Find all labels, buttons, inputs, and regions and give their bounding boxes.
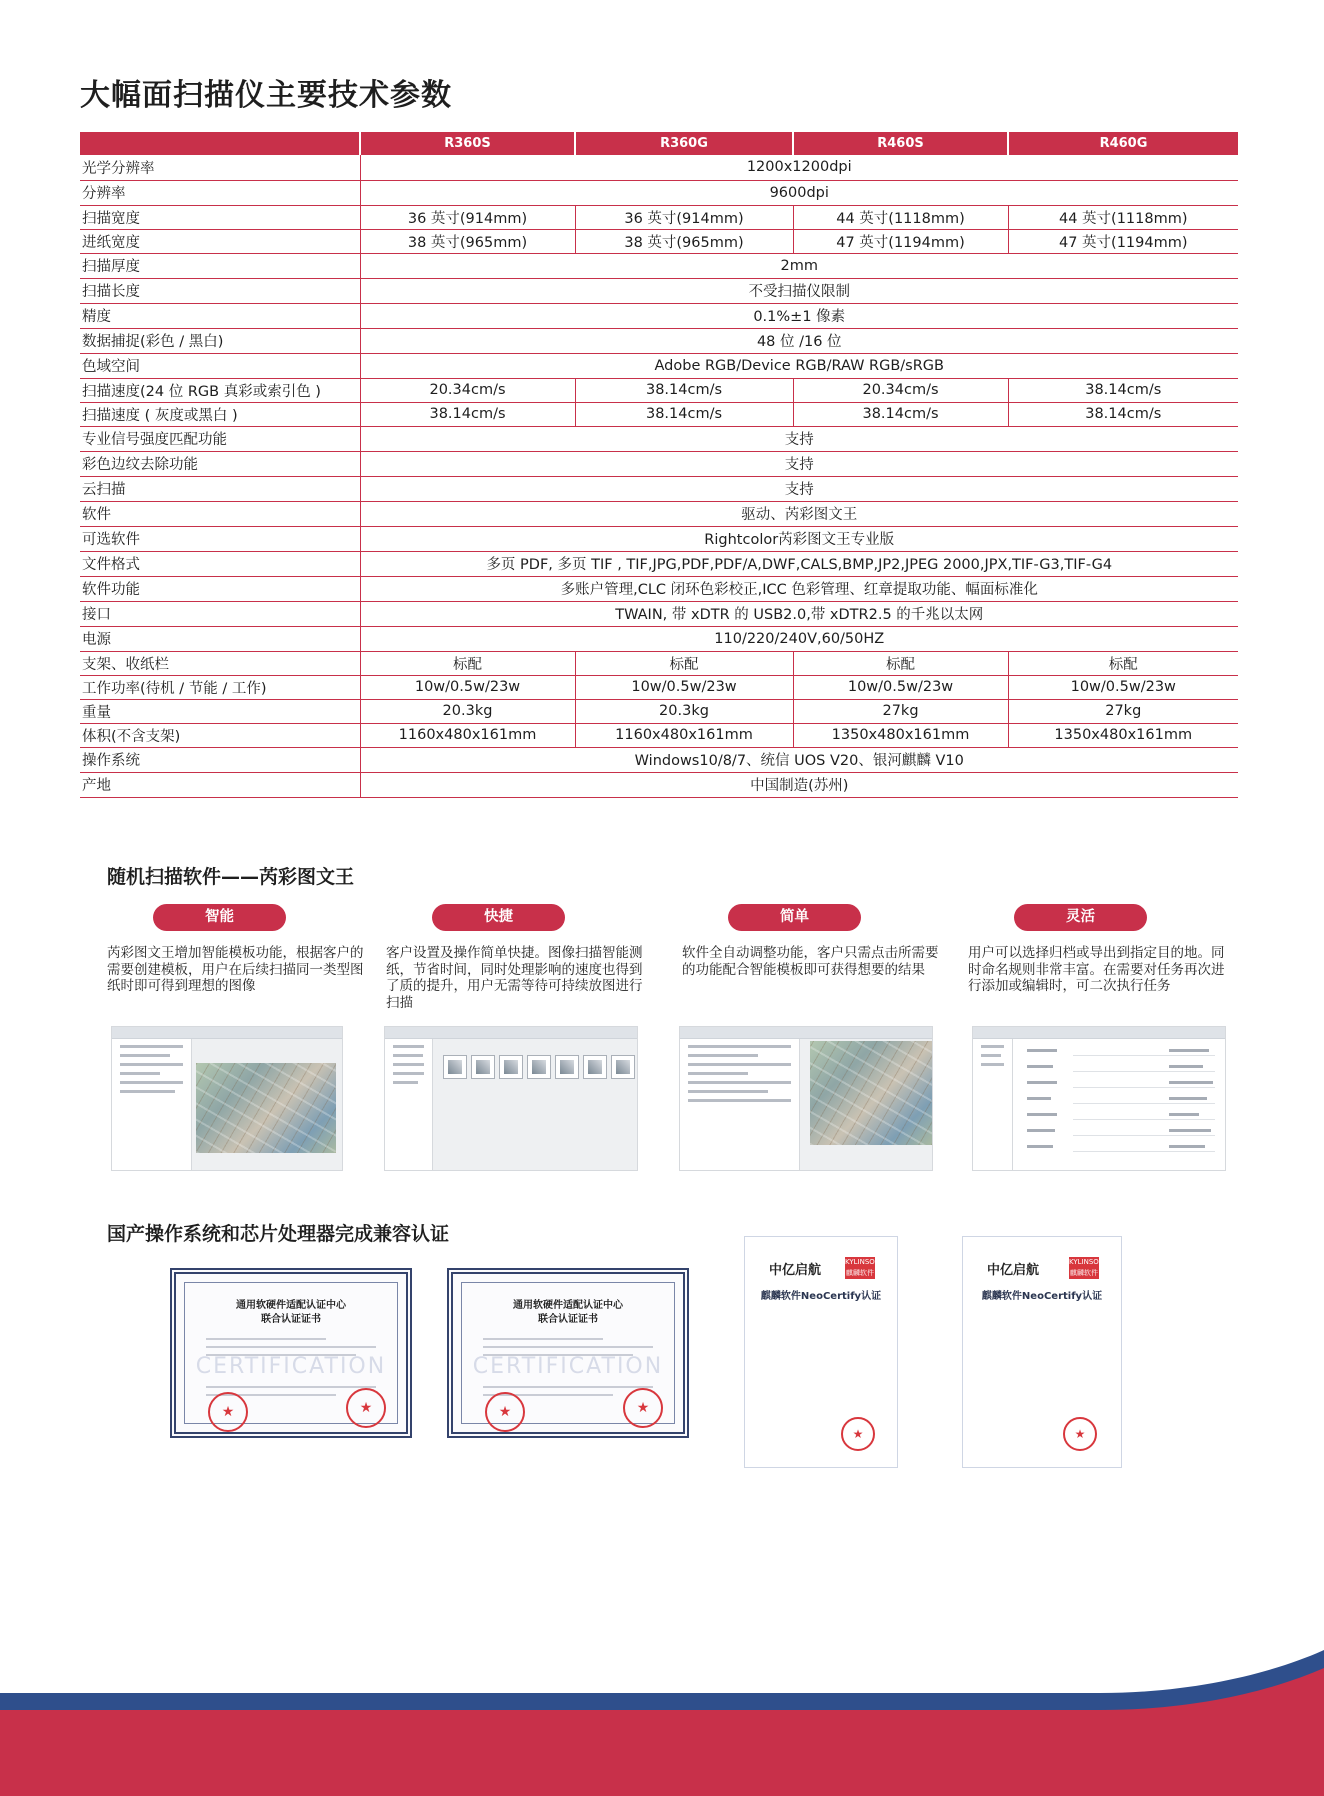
spec-row — [80, 155, 1238, 180]
spec-row — [80, 451, 1238, 476]
feature-simple — [682, 904, 942, 978]
spec-row — [80, 576, 1238, 601]
seal-icon: ★ — [485, 1392, 525, 1432]
spec-row — [80, 328, 1238, 353]
spec-value: 1350x480x161mm — [793, 723, 1008, 747]
cert-title: 麒麟软件NeoCertify认证 — [981, 1291, 1103, 1302]
certificate-d — [962, 1236, 1122, 1468]
spec-value: 10w/0.5w/23w — [575, 675, 793, 699]
spec-row — [80, 303, 1238, 328]
spec-header-row — [80, 132, 1238, 155]
spec-label: 文件格式 — [80, 551, 360, 576]
spec-row — [80, 772, 1238, 797]
spec-header-blank — [80, 132, 360, 155]
spec-value: TWAIN, 带 xDTR 的 USB2.0,带 xDTR2.5 的千兆以太网 — [360, 601, 1238, 626]
spec-value: 38.14cm/s — [1008, 378, 1238, 402]
certificate-b — [447, 1268, 689, 1438]
spec-value: 支持 — [360, 476, 1238, 501]
software-section-title: 随机扫描软件——芮彩图文王 — [107, 866, 355, 888]
spec-row — [80, 526, 1238, 551]
spec-row — [80, 551, 1238, 576]
spec-value: 1160x480x161mm — [360, 723, 575, 747]
spec-value: 9600dpi — [360, 180, 1238, 205]
spec-value: 36 英寸(914mm) — [575, 205, 793, 229]
cert-brand: 中亿启航 — [769, 1263, 822, 1278]
spec-label: 扫描厚度 — [80, 253, 360, 278]
spec-label: 扫描速度(24 位 RGB 真彩或索引色 ) — [80, 378, 360, 402]
spec-value: 0.1%±1 像素 — [360, 303, 1238, 328]
spec-value: 110/220/240V,60/50HZ — [360, 626, 1238, 651]
software-screenshot — [972, 1026, 1226, 1171]
feature-description: 软件全自动调整功能，客户只需点击所需要的功能配合智能模板即可获得想要的结果 — [682, 945, 939, 978]
cert-title: 通用软硬件适配认证中心 — [236, 1300, 346, 1311]
spec-row — [80, 278, 1238, 303]
spec-label: 接口 — [80, 601, 360, 626]
spec-row — [80, 180, 1238, 205]
spec-row — [80, 253, 1238, 278]
seal-icon: ★ — [623, 1388, 663, 1428]
spec-row — [80, 699, 1238, 723]
spec-row — [80, 651, 1238, 675]
cert-title: 麒麟软件NeoCertify认证 — [760, 1291, 882, 1302]
spec-label: 软件 — [80, 501, 360, 526]
model-header: R460S — [793, 132, 1008, 155]
spec-row — [80, 747, 1238, 772]
spec-value: Adobe RGB/Device RGB/RAW RGB/sRGB — [360, 353, 1238, 378]
seal-icon: ★ — [208, 1392, 248, 1432]
spec-label: 扫描速度 ( 灰度或黑白 ) — [80, 402, 360, 426]
spec-value: 44 英寸(1118mm) — [793, 205, 1008, 229]
feature-tag: 灵活 — [1014, 904, 1147, 931]
spec-label: 进纸宽度 — [80, 229, 360, 253]
seal-icon: ★ — [841, 1417, 875, 1451]
spec-label: 电源 — [80, 626, 360, 651]
spec-value: 20.3kg — [575, 699, 793, 723]
certificate-a — [170, 1268, 412, 1438]
spec-label: 可选软件 — [80, 526, 360, 551]
spec-label: 精度 — [80, 303, 360, 328]
feature-tag: 快捷 — [432, 904, 565, 931]
cert-subtitle: 联合认证证书 — [261, 1314, 321, 1325]
spec-label: 重量 — [80, 699, 360, 723]
spec-value: 20.3kg — [360, 699, 575, 723]
spec-value: 多页 PDF, 多页 TIF , TIF,JPG,PDF,PDF/A,DWF,CALS,BMP,JP2,JPEG 2000,JPX,TIF-G3,TIF-G4 — [360, 551, 1238, 576]
spec-value: 27kg — [1008, 699, 1238, 723]
spec-value: 48 位 /16 位 — [360, 328, 1238, 353]
cert-brand: 中亿启航 — [987, 1263, 1040, 1278]
kylinsoft-logo-icon: KYLINSOFT 麒麟软件 — [845, 1258, 883, 1277]
feature-flexible — [968, 904, 1228, 995]
feature-tag: 简单 — [728, 904, 861, 931]
spec-value: 38.14cm/s — [360, 402, 575, 426]
spec-value: 1350x480x161mm — [1008, 723, 1238, 747]
spec-label: 彩色边纹去除功能 — [80, 451, 360, 476]
cert-section-title: 国产操作系统和芯片处理器完成兼容认证 — [107, 1223, 450, 1245]
spec-label: 支架、收纸栏 — [80, 651, 360, 675]
spec-value: 10w/0.5w/23w — [360, 675, 575, 699]
spec-value: 20.34cm/s — [360, 378, 575, 402]
kylinsoft-logo-icon: KYLINSOFT 麒麟软件 — [1069, 1258, 1107, 1277]
spec-label: 分辨率 — [80, 180, 360, 205]
spec-label: 云扫描 — [80, 476, 360, 501]
spec-value: 支持 — [360, 451, 1238, 476]
spec-value: 1160x480x161mm — [575, 723, 793, 747]
spec-value: 支持 — [360, 426, 1238, 451]
spec-label: 产地 — [80, 772, 360, 797]
spec-label: 操作系统 — [80, 747, 360, 772]
spec-value: 10w/0.5w/23w — [1008, 675, 1238, 699]
cert-title: 通用软硬件适配认证中心 — [513, 1300, 623, 1311]
software-screenshot — [679, 1026, 933, 1171]
spec-label: 扫描宽度 — [80, 205, 360, 229]
cert-subtitle: 联合认证证书 — [538, 1314, 598, 1325]
spec-value: 38.14cm/s — [793, 402, 1008, 426]
spec-value: Windows10/8/7、统信 UOS V20、银河麒麟 V10 — [360, 747, 1238, 772]
spec-value: 20.34cm/s — [793, 378, 1008, 402]
spec-value: 多账户管理,CLC 闭环色彩校正,ICC 色彩管理、红章提取功能、幅面标准化 — [360, 576, 1238, 601]
feature-description: 用户可以选择归档或导出到指定目的地。同时命名规则非常丰富。在需要对任务再次进行添加或编辑时，可二次执行任务 — [968, 945, 1225, 994]
spec-value: 38 英寸(965mm) — [575, 229, 793, 253]
seal-icon: ★ — [346, 1388, 386, 1428]
spec-label: 专业信号强度匹配功能 — [80, 426, 360, 451]
spec-row — [80, 353, 1238, 378]
spec-row — [80, 476, 1238, 501]
model-header: R360G — [575, 132, 793, 155]
spec-value: 44 英寸(1118mm) — [1008, 205, 1238, 229]
spec-value: 38.14cm/s — [575, 378, 793, 402]
model-header: R460G — [1008, 132, 1238, 155]
spec-label: 软件功能 — [80, 576, 360, 601]
spec-label: 工作功率(待机 / 节能 / 工作) — [80, 675, 360, 699]
spec-row — [80, 601, 1238, 626]
spec-label: 扫描长度 — [80, 278, 360, 303]
spec-value: 47 英寸(1194mm) — [793, 229, 1008, 253]
spec-label: 色域空间 — [80, 353, 360, 378]
software-screenshot — [111, 1026, 343, 1171]
spec-row — [80, 626, 1238, 651]
spec-value: 标配 — [575, 651, 793, 675]
spec-row — [80, 501, 1238, 526]
spec-row — [80, 229, 1238, 253]
spec-row — [80, 205, 1238, 229]
spec-row — [80, 723, 1238, 747]
spec-value: 1200x1200dpi — [360, 155, 1238, 180]
spec-value: 38.14cm/s — [575, 402, 793, 426]
spec-value: 2mm — [360, 253, 1238, 278]
spec-value: 38 英寸(965mm) — [360, 229, 575, 253]
spec-value: 47 英寸(1194mm) — [1008, 229, 1238, 253]
spec-table — [80, 132, 1238, 798]
spec-row — [80, 426, 1238, 451]
feature-description: 客户设置及操作简单快捷。图像扫描智能测纸，节省时间，同时处理影响的速度也得到了质的提升，用户无需等待可持续放图进行扫描 — [386, 945, 643, 1011]
spec-value: 标配 — [360, 651, 575, 675]
cert-watermark: CERTIFICATION — [472, 1354, 664, 1379]
spec-value: 36 英寸(914mm) — [360, 205, 575, 229]
spec-value: 不受扫描仪限制 — [360, 278, 1238, 303]
spec-row — [80, 378, 1238, 402]
model-header: R360S — [360, 132, 575, 155]
spec-value: Rightcolor芮彩图文王专业版 — [360, 526, 1238, 551]
spec-label: 体积(不含支架) — [80, 723, 360, 747]
spec-value: 驱动、芮彩图文王 — [360, 501, 1238, 526]
certificate-c — [744, 1236, 898, 1468]
spec-row — [80, 675, 1238, 699]
software-screenshot — [384, 1026, 638, 1171]
feature-fast — [386, 904, 646, 1011]
seal-icon: ★ — [1063, 1417, 1097, 1451]
spec-value: 27kg — [793, 699, 1008, 723]
spec-value: 10w/0.5w/23w — [793, 675, 1008, 699]
feature-tag: 智能 — [153, 904, 286, 931]
spec-row — [80, 402, 1238, 426]
spec-value: 标配 — [793, 651, 1008, 675]
page-title: 大幅面扫描仪主要技术参数 — [80, 78, 452, 113]
cert-watermark: CERTIFICATION — [195, 1354, 387, 1379]
spec-label: 光学分辨率 — [80, 155, 360, 180]
footer-wave — [0, 1640, 1324, 1796]
feature-description: 芮彩图文王增加智能模板功能，根据客户的需要创建模板，用户在后续扫描同一类型图纸时即可得到理想的图像 — [107, 945, 364, 994]
spec-label: 数据捕捉(彩色 / 黑白) — [80, 328, 360, 353]
spec-value: 标配 — [1008, 651, 1238, 675]
feature-smart — [107, 904, 367, 995]
spec-value: 中国制造(苏州) — [360, 772, 1238, 797]
spec-value: 38.14cm/s — [1008, 402, 1238, 426]
